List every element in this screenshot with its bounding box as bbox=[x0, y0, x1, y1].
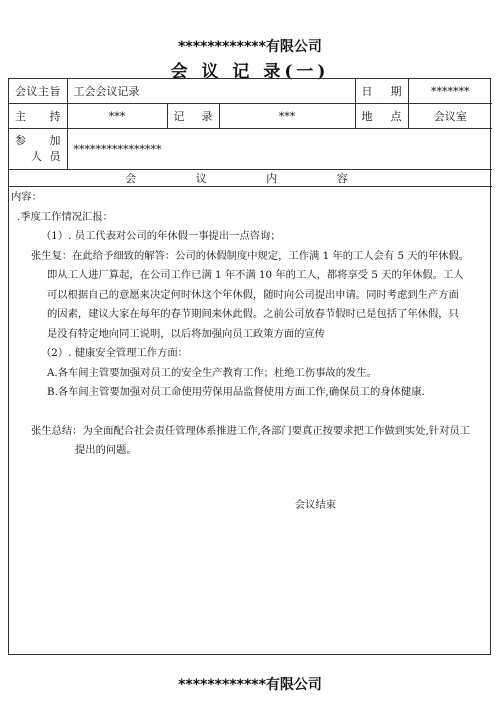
date-value: ******* bbox=[408, 79, 492, 104]
company-name-footer: ************有限公司 bbox=[178, 677, 322, 693]
company-name-header: ************有限公司 bbox=[178, 39, 322, 55]
summary-line-1: 张生总结：为全面配合社会责任管理体系推进工作,各部门要真正按要求把工作做到实处,针对员工 bbox=[31, 424, 471, 437]
location-value: 会议室 bbox=[408, 104, 492, 129]
reply-line-1: 张生复：在此给予细致的解答：公司的休假制度中规定，工作满 1 年的工人会有 5 天的年休假。 bbox=[31, 249, 470, 262]
topic-label: 会议主旨 bbox=[9, 79, 67, 104]
meeting-info-table bbox=[9, 79, 492, 187]
recorder-value: *** bbox=[219, 104, 355, 129]
content-label: 内容： bbox=[11, 191, 42, 203]
point-b: B.各车间主管要加强对员工命使用劳保用品监督使用方面工作,确保员工的身体健康. bbox=[47, 386, 425, 398]
location-label: 地 点 bbox=[355, 104, 408, 129]
reply-line-5: 是没有特定地向同工说明，以后将加强向员工政策方面的宣传 bbox=[47, 327, 326, 340]
attendees-value: **************** bbox=[67, 129, 492, 170]
reply-line-3: 可以根据自己的意愿来决定何时休这个年休假，随时向公司提出申请。同时考虑到生产方面 bbox=[47, 288, 459, 301]
reply-line-2: 即从工人进厂算起，在公司工作已满 1 年不满 10 年的工人，都将享受 5 天的年休假。工人 bbox=[47, 269, 464, 281]
recorder-label: 记 录 bbox=[167, 104, 219, 129]
topic-value: 工会会议记录 bbox=[67, 79, 355, 104]
item-2: （2）. 健康安全管理工作方面： bbox=[41, 347, 188, 359]
attendees-label-line1: 参 加 bbox=[15, 134, 61, 147]
document-title: 会 议 记 录(一) bbox=[170, 62, 330, 82]
reply-line-4: 的因素，建议大家在每年的春节期间来休此假。之前公司放春节假时已是包括了年休假，只 bbox=[47, 308, 459, 320]
host-value: *** bbox=[67, 104, 167, 129]
host-label: 主 持 bbox=[9, 104, 67, 129]
attendees-label-line2: 人 员 bbox=[31, 150, 61, 163]
content-section-header: 会 议 内 容 bbox=[9, 170, 492, 187]
item-1: （1）. 员工代表对公司的年休假一事提出一点咨询； bbox=[41, 230, 281, 242]
meeting-record-sheet bbox=[8, 78, 491, 655]
point-a: A.各车间主管要加强对员工的安全生产教育工作；杜绝工伤事故的发生。 bbox=[47, 366, 377, 379]
attendees-label bbox=[9, 129, 67, 170]
date-label: 日 期 bbox=[355, 79, 408, 104]
meeting-content bbox=[9, 187, 490, 515]
section-heading: .季度工作情况汇报： bbox=[17, 210, 113, 223]
closing-text: 会议结束 bbox=[294, 498, 336, 511]
summary-line-2: 提出的问题。 bbox=[75, 444, 137, 456]
